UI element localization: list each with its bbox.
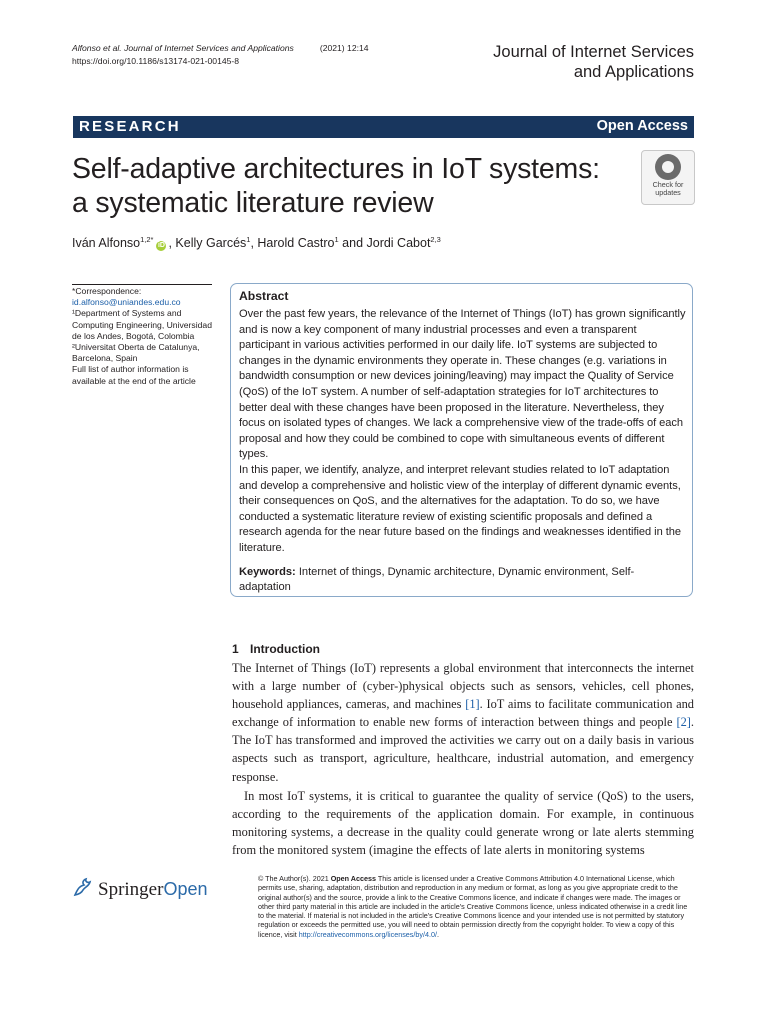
author-3-affil: 1 [334,235,339,244]
license-end: . [436,929,439,939]
intro-p1-part-c: . The IoT has transformed and improved the activities we carry out on a daily basis in various aspects such as transport, agriculture, healthcare, industrial automation, and emergency response. [232,715,694,784]
author-3: , Harold Castro [250,236,335,251]
full-author-info-note: Full list of author information is available at the end of the article [72,364,196,386]
author-2: , Kelly Garcés [168,236,247,251]
affiliation-1: ¹Department of Systems and Computing Engineering, Universidad de los Andes, Bogotá, Colombia [72,308,212,341]
license-open-access: Open Access [330,874,376,883]
author-1: Iván Alfonso [72,236,141,251]
affiliation-2: ²Universitat Oberta de Catalunya, Barcelona, Spain [72,342,200,364]
author-4: and Jordi Cabot [338,236,431,251]
citation-journal: Journal of Internet Services and Applications [124,43,294,53]
check-for-updates-button[interactable] [641,150,695,205]
author-2-affil: 1 [246,235,251,244]
license-text [258,874,694,939]
springer-open-logo [72,876,207,901]
publisher-open: Open [163,879,208,899]
reference-link-2[interactable]: [2] [676,715,691,730]
author-1-affil: 1,2* [140,235,154,244]
affiliation-divider [72,284,212,285]
section-title: Introduction [250,642,320,656]
journal-name [493,42,694,82]
citation-volume: (2021) 12:14 [319,43,369,53]
journal-name-line2: and Applications [573,63,694,81]
orcid-icon[interactable]: iD [157,242,165,250]
article-title: Self-adaptive architectures in IoT systems: a systematic literature review [72,153,600,219]
intro-paragraph-2: In most IoT systems, it is critical to guarantee the quality of service (QoS) to the users, according to the requirements of the application domain. For example, in continuous monitoring systems, a decrease in the quality could generate wrong or late alerts stemming from the monitored system (imagine the effects of late alerts in monitoring systems [232,788,694,857]
section-number: 1 [232,642,239,656]
keywords-list: Internet of things, Dynamic architecture, Dynamic environment, Self-adaptation [239,565,635,594]
doi-link[interactable]: https://doi.org/10.1186/s13174-021-00145-8 [72,56,240,66]
abstract-paragraph-1: Over the past few years, the relevance of the Internet of Things (IoT) has grown significantly and is now a key component of many industrial processes and even a transparent participant in various activities performed in our daily life. IoT systems are subjected to changes in the dynamic environments they operate in. These changes (e.g. variations in bandwidth consumption or new devices joining/leaving) may impact the Quality of Service (QoS) of the IoT system. A number of self-adaptation strategies for IoT architectures to better deal with these changes have been proposed in the literature. Nevertheless, they focus on isolated types of changes. We lack a comprehensive view of the trade-offs of each proposal and how they could be combined to cope with simultaneous events of different types. [239,308,686,461]
publisher-name: Springer [98,879,164,900]
section-heading-introduction [232,642,320,656]
license-url-link[interactable]: http://creativecommons.org/licenses/by/4.0/ [298,929,437,939]
author-4-affil: 2,3 [430,235,441,244]
keywords [239,565,686,596]
abstract-heading: Abstract [239,289,289,303]
check-for-updates-icon [655,154,681,180]
springer-horse-icon [72,876,94,898]
check-for-updates-line2: updates [655,188,681,197]
open-access-label: Open Access [596,118,688,134]
intro-p1-part-b: . IoT aims to facilitate communication and exchange of information to enable new forms of interaction between things and people [232,697,694,730]
correspondence-label: *Correspondence: [72,286,142,296]
research-bar [73,116,694,138]
abstract-box [230,283,693,597]
abstract-paragraph-2: In this paper, we identify, analyze, and interpret relevant studies related to IoT adaptation and develop a comprehensive and holistic view of the interplay of different dynamic events, their consequences on QoS, and the alternatives for the adaptation. To do so, we have conducted a systematic literature review of existing scientific proposals and defined a research agenda for the near future based on the findings and weaknesses identified in the literature. [239,463,682,554]
check-for-updates-line1: Check for [652,180,684,189]
author-list [72,235,441,251]
article-type-label: RESEARCH [79,118,181,135]
introduction-body [232,659,694,859]
affiliation-sidebar [72,284,212,387]
license-copyright: © The Author(s). 2021 [258,874,331,883]
citation-authors: Alfonso et al. [72,43,122,53]
correspondence-email-link[interactable]: id.alfonso@uniandes.edu.co [72,297,181,308]
journal-name-line1: Journal of Internet Services [493,43,694,61]
intro-p1-part-a: The Internet of Things (IoT) represents a global environment that interconnects the internet with a large number of (cyber-)physical objects such as sensors, vehicles, cell phones, household appliances, cameras, and machines [232,661,694,712]
intro-paragraph-1 [232,659,694,786]
reference-link-1[interactable]: [1] [465,697,480,712]
keywords-label: Keywords: [239,565,296,578]
license-body: This article is licensed under a Creative Commons Attribution 4.0 International License, which permits use, sharing, adaptation, distribution and reproduction in any medium or format, as long as you give appropriate credit to the original author(s) and the source, provide a link to the Creative Commons licence, and indicate if changes were made. The images or other third party material in this article are included in the article's Creative Commons licence, unless indicated otherwise in a credit line to the material. If material is not included in the article's Creative Commons licence and your intended use is not permitted by statutory regulation or exceeds the permitted use, you will need to obtain permission directly from the copyright holder. To view a copy of this licence, visit [258,874,688,939]
citation-header [72,42,369,68]
